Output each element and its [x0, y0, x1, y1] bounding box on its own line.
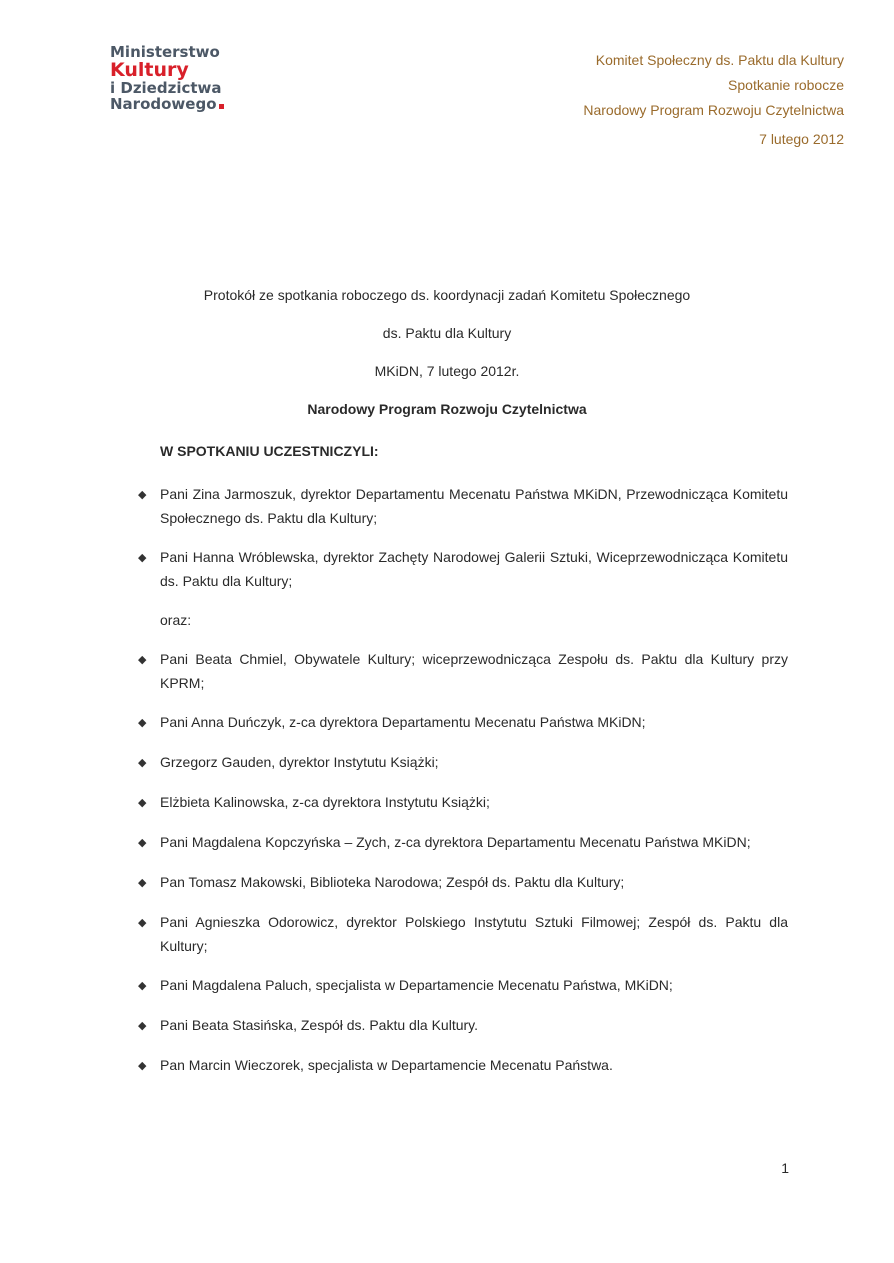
participant-text: Pani Hanna Wróblewska, dyrektor Zachęty Narodowej Galerii Sztuki, Wiceprzewodnicząca Komitetu ds. Paktu dla Kultury;: [160, 549, 788, 589]
page-number: 1: [781, 1160, 789, 1176]
title-line-4: Narodowy Program Rozwoju Czytelnictwa: [307, 401, 587, 417]
list-item: [138, 545, 788, 593]
list-item: [138, 710, 788, 735]
participant-text: Pan Marcin Wieczorek, specjalista w Departamencie Mecenatu Państwa.: [160, 1057, 613, 1073]
participant-text: Pani Anna Duńczyk, z-ca dyrektora Departamentu Mecenatu Państwa MKiDN;: [160, 714, 646, 730]
logo-line-3: i Dziedzictwa: [110, 79, 222, 97]
participant-text: Pani Agnieszka Odorowicz, dyrektor Polskiego Instytutu Sztuki Filmowej; Zespół ds. Paktu dla Kultury;: [160, 914, 788, 954]
diamond-bullet-icon: ◆: [138, 980, 147, 992]
participants-heading: W SPOTKANIU UCZESTNICZYLI:: [160, 443, 379, 459]
diamond-bullet-icon: ◆: [138, 654, 147, 666]
header-meeting-type: Spotkanie robocze: [728, 77, 844, 93]
title-line-2: ds. Paktu dla Kultury: [382, 325, 512, 341]
diamond-bullet-icon: ◆: [138, 552, 147, 564]
logo-red-square-icon: [219, 104, 224, 109]
diamond-bullet-icon: ◆: [138, 917, 147, 929]
header-date: 7 lutego 2012: [759, 131, 844, 147]
participant-text: Pani Beata Chmiel, Obywatele Kultury; wiceprzewodnicząca Zespołu ds. Paktu dla Kultury przy KPRM;: [160, 651, 788, 691]
list-item: [138, 870, 788, 895]
diamond-bullet-icon: ◆: [138, 837, 147, 849]
diamond-bullet-icon: ◆: [138, 717, 147, 729]
logo-line-4: Narodowego: [110, 95, 217, 113]
document-title: [0, 287, 894, 439]
list-item: [138, 750, 788, 775]
list-item: [138, 1013, 788, 1038]
participants-list: [138, 482, 788, 1093]
diamond-bullet-icon: ◆: [138, 877, 147, 889]
list-item: [138, 830, 788, 855]
header-committee: Komitet Społeczny ds. Paktu dla Kultury: [595, 52, 844, 68]
participant-text: Grzegorz Gauden, dyrektor Instytutu Książki;: [160, 754, 439, 770]
list-item: [138, 482, 788, 530]
diamond-bullet-icon: ◆: [138, 489, 147, 501]
diamond-bullet-icon: ◆: [138, 797, 147, 809]
header-program: Narodowy Program Rozwoju Czytelnictwa: [583, 102, 844, 118]
diamond-bullet-icon: ◆: [138, 1020, 147, 1032]
diamond-bullet-icon: ◆: [138, 1060, 147, 1072]
participant-text: Pani Beata Stasińska, Zespół ds. Paktu dla Kultury.: [160, 1017, 479, 1033]
ministry-logo: [110, 44, 224, 112]
participant-text: Elżbieta Kalinowska, z-ca dyrektora Instytutu Książki;: [160, 794, 490, 810]
document-header: [583, 48, 844, 123]
list-item: [138, 1053, 788, 1078]
list-item: [138, 910, 788, 958]
participant-text: Pan Tomasz Makowski, Biblioteka Narodowa; Zespół ds. Paktu dla Kultury;: [160, 874, 625, 890]
list-item: [138, 647, 788, 695]
logo-line-1: Ministerstwo: [110, 43, 220, 61]
diamond-bullet-icon: ◆: [138, 757, 147, 769]
oraz-label: oraz:: [160, 612, 192, 628]
list-item: [138, 790, 788, 815]
logo-line-2: Kultury: [110, 59, 189, 81]
title-line-1: Protokół ze spotkania roboczego ds. koordynacji zadań Komitetu Społecznego: [203, 287, 691, 303]
participant-text: Pani Magdalena Paluch, specjalista w Departamencie Mecenatu Państwa, MKiDN;: [160, 977, 673, 993]
title-line-3: MKiDN, 7 lutego 2012r.: [374, 363, 520, 379]
participant-text: Pani Magdalena Kopczyńska – Zych, z-ca dyrektora Departamentu Mecenatu Państwa MKiDN;: [160, 834, 751, 850]
logo-line-4-wrap: [110, 96, 224, 112]
participant-text: Pani Zina Jarmoszuk, dyrektor Departamentu Mecenatu Państwa MKiDN, Przewodnicząca Komitetu Społecznego ds. Paktu dla Kultury;: [160, 486, 788, 526]
list-item: [138, 973, 788, 998]
